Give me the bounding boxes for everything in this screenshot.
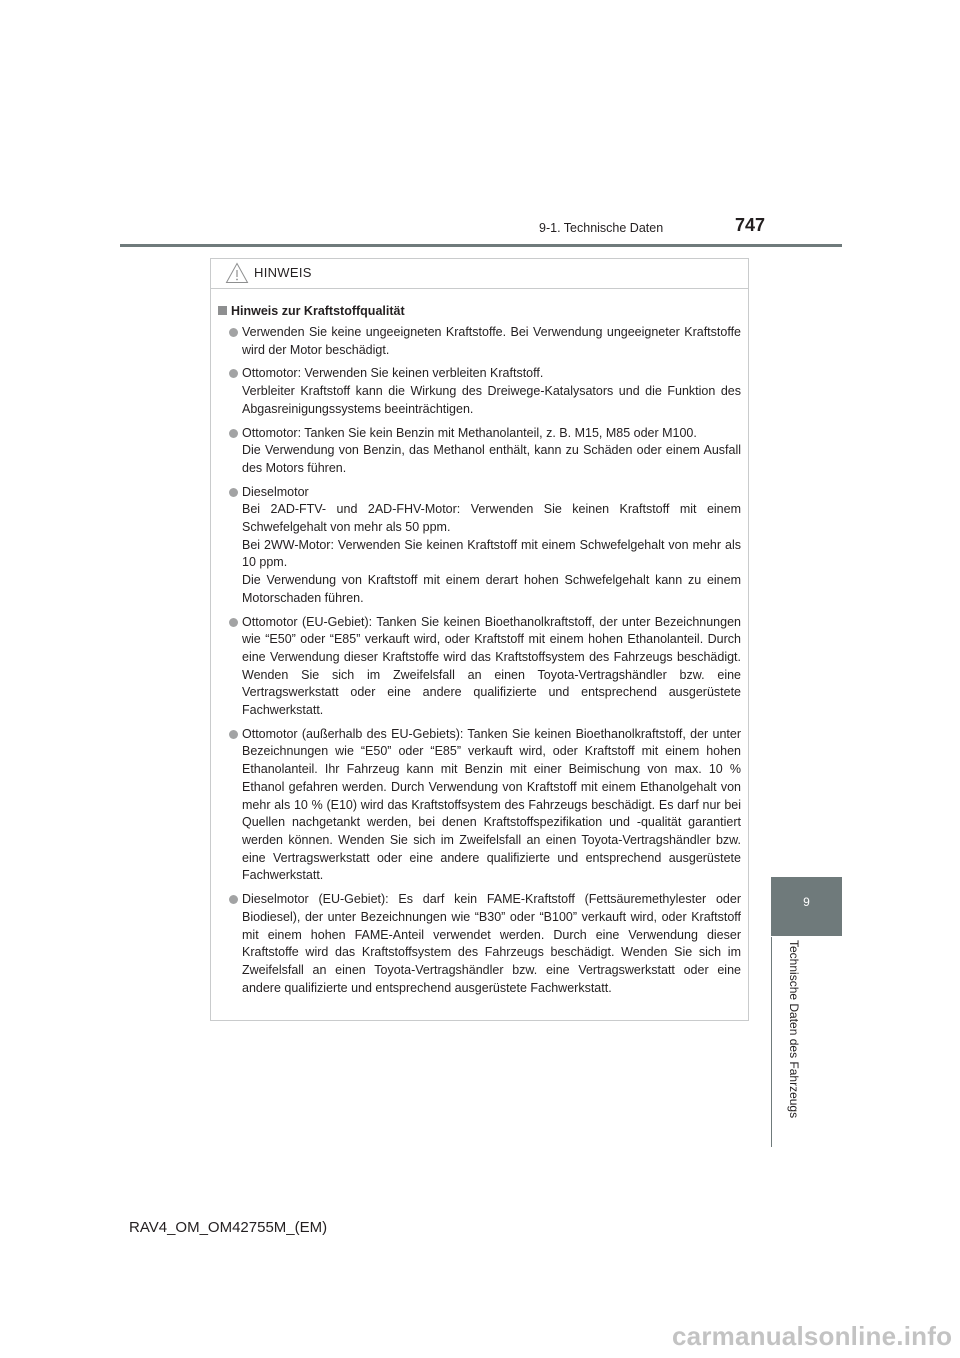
round-bullet-icon xyxy=(229,369,238,378)
round-bullet-icon xyxy=(229,488,238,497)
notice-paragraph: Bei 2WW-Motor: Verwenden Sie keinen Kraftstoff mit einem Schwefelgehalt von mehr als 10 ppm. xyxy=(242,537,741,570)
notice-paragraph: Ottomotor (außerhalb des EU-Gebiets): Tanken Sie keinen Bioethanolkraftstoff, der unter Bezeichnungen wie “E50” oder “E85” verkauft wird, oder Kraftstoff mit einem hohen Ethanolanteil. Ihr Fahrzeug kann mit Benzin mit einer Beimischung von max. 10 % Ethanol gefahren werden. Durch Verwendung von Kraftstoff mit einem Ethanolgehalt von mehr als 10 % (E10) wird das Kraftstoffsystem des Fahrzeugs beschädigt. Es darf nur bei Quellen nachgetankt werden, bei denen Kraftstoffspezifikation und -qualität garantiert werden können. Wenden Sie sich im Zweifelsfall an einen Toyota-Vertragshändler bzw. eine Vertragswerkstatt oder eine andere qualifizierte und entsprechend ausgerüstete Fachwerkstatt. xyxy=(242,726,741,883)
notice-paragraph: Dieselmotor xyxy=(242,484,309,499)
watermark-link[interactable]: carmanualsonline.info xyxy=(672,1321,953,1351)
chapter-number: 9 xyxy=(803,895,810,909)
notice-subheading-text: Hinweis zur Kraftstoffqualität xyxy=(231,304,405,318)
notice-paragraph: Bei 2AD-FTV- und 2AD-FHV-Motor: Verwenden Sie keinen Kraftstoff mit einem Schwefelgehalt von mehr als 50 ppm. xyxy=(242,502,741,535)
page-number: 747 xyxy=(735,215,766,235)
notice-box xyxy=(210,258,749,1021)
notice-paragraph: Die Verwendung von Kraftstoff mit einem derart hohen Schwefelgehalt kann zu einem Motorschaden führen. xyxy=(242,573,741,605)
notice-paragraph: Die Verwendung von Benzin, das Methanol enthält, kann zu Schäden oder einem Ausfall des Motors führen. xyxy=(242,443,741,475)
notice-paragraph: Verbleiter Kraftstoff kann die Wirkung des Dreiwege-Katalysators und die Funktion des Abgasreinigungssystems beeinträchtigen. xyxy=(242,384,741,416)
notice-paragraph: Verwenden Sie keine ungeeigneten Kraftstoffe. Bei Verwendung ungeeigneter Kraftstoffe wird der Motor beschädigt. xyxy=(242,325,741,357)
notice-list xyxy=(218,324,741,997)
notice-paragraph: Ottomotor: Tanken Sie kein Benzin mit Methanolanteil, z. B. M15, M85 oder M100. xyxy=(242,425,697,440)
notice-header xyxy=(211,259,748,289)
chapter-tab[interactable] xyxy=(771,877,842,936)
square-bullet-icon xyxy=(218,306,227,315)
round-bullet-icon xyxy=(229,895,238,904)
section-heading: 9-1. Technische Daten xyxy=(539,221,664,235)
round-bullet-icon xyxy=(229,730,238,739)
chapter-label: Technische Daten des Fahrzeugs xyxy=(787,940,801,1119)
notice-list-item xyxy=(218,365,741,418)
notice-list-item xyxy=(218,726,741,885)
header-divider xyxy=(120,244,842,247)
notice-paragraph: Ottomotor (EU-Gebiet): Tanken Sie keinen Bioethanolkraftstoff, der unter Bezeichnungen wie “E50” oder “E85” verkauft wird, oder Kraftstoff mit einem hohen Ethanolanteil. Durch eine Verwendung dieser Kraftstoffe wird das Kraftstoffsystem des Fahrzeugs beschädigt. Wenden Sie sich im Zweifelsfall an einen Toyota-Vertragshändler bzw. eine Vertragswerkstatt oder eine andere qualifizierte und entsprechend ausgerüstete Fachwerkstatt. xyxy=(242,614,741,718)
notice-subheading xyxy=(218,302,741,320)
notice-list-item xyxy=(218,614,741,720)
round-bullet-icon xyxy=(229,328,238,337)
notice-list-item xyxy=(218,425,741,478)
notice-list-item xyxy=(218,324,741,359)
notice-body xyxy=(211,289,748,997)
notice-list-item xyxy=(218,484,741,608)
notice-paragraph: Dieselmotor (EU-Gebiet): Es darf kein FAME-Kraftstoff (Fettsäuremethylester oder Biodiesel), der unter Bezeichnungen wie “B30” oder “B100” verkauft wird, oder Kraftstoff mit einem hohen FAME-Anteil verwendet werden. Durch eine Verwendung dieser Kraftstoffe wird das Kraftstoffsystem des Fahrzeugs beschädigt. Wenden Sie sich im Zweifelsfall an einen Toyota-Vertragshändler bzw. eine Vertragswerkstatt oder eine andere qualifizierte und entsprechend ausgerüstete Fachwerkstatt. xyxy=(242,892,741,995)
round-bullet-icon xyxy=(229,429,238,438)
notice-list-item xyxy=(218,891,741,997)
warning-triangle-icon xyxy=(225,262,249,289)
notice-paragraph: Ottomotor: Verwenden Sie keinen verbleiten Kraftstoff. xyxy=(242,366,544,381)
document-id: RAV4_OM_OM42755M_(EM) xyxy=(129,1219,328,1236)
round-bullet-icon xyxy=(229,618,238,627)
chapter-tab-divider xyxy=(771,937,772,1147)
notice-title: HINWEIS xyxy=(254,265,312,280)
